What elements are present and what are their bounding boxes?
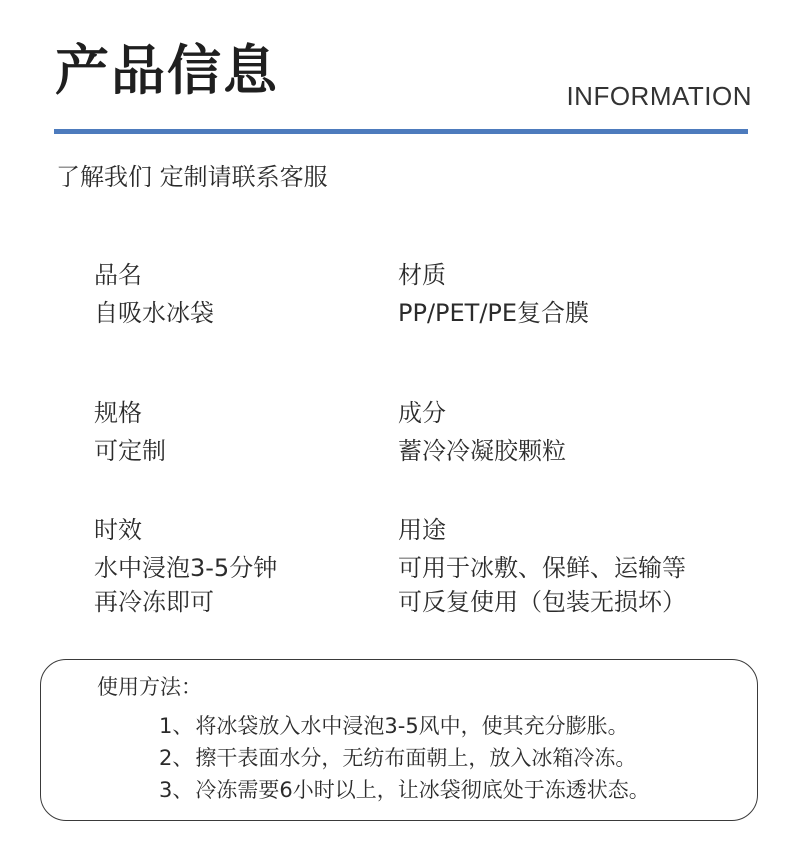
usage-step — [159, 774, 650, 806]
usage-step — [159, 710, 650, 742]
step-text: 冷冻需要6小时以上，让冰袋彻底处于冻透状态。 — [195, 778, 650, 802]
field-label: 材质 — [398, 261, 446, 289]
field-value-line: 可反复使用（包装无损坏） — [398, 588, 686, 616]
field-product-name — [94, 258, 214, 330]
field-material — [398, 258, 589, 330]
field-value-line: 再冷冻即可 — [94, 588, 214, 616]
step-text: 将冰袋放入水中浸泡3-5风中，使其充分膨胀。 — [195, 714, 629, 738]
field-label: 规格 — [94, 399, 142, 427]
field-value: 蓄冷冷凝胶颗粒 — [398, 437, 566, 465]
field-value: 可定制 — [94, 437, 166, 465]
field-specification — [94, 396, 166, 468]
usage-step — [159, 742, 650, 774]
field-usage-purpose — [398, 513, 686, 619]
step-number: 2、 — [159, 746, 194, 770]
field-label: 时效 — [94, 516, 142, 544]
step-number: 3、 — [159, 778, 194, 802]
usage-instructions-box — [40, 659, 758, 821]
field-value-line: 水中浸泡3-5分钟 — [94, 554, 278, 582]
field-value-line: 可用于冰敷、保鲜、运输等 — [398, 554, 686, 582]
field-label: 成分 — [398, 399, 446, 427]
step-number: 1、 — [159, 714, 194, 738]
field-value: 自吸水冰袋 — [94, 299, 214, 327]
usage-steps — [159, 710, 650, 806]
usage-title: 使用方法： — [97, 675, 202, 699]
field-ingredients — [398, 396, 566, 468]
field-label: 用途 — [398, 516, 446, 544]
field-value: PP/PET/PE复合膜 — [398, 299, 590, 327]
field-label: 品名 — [94, 261, 142, 289]
title-divider — [54, 129, 748, 134]
page-title: 产品信息 — [55, 39, 279, 102]
step-text: 擦干表面水分，无纺布面朝上，放入冰箱冷冻。 — [195, 746, 637, 770]
contact-note: 了解我们 定制请联系客服 — [56, 163, 328, 191]
field-duration — [94, 513, 277, 619]
page-title-english: INFORMATION — [566, 81, 752, 111]
